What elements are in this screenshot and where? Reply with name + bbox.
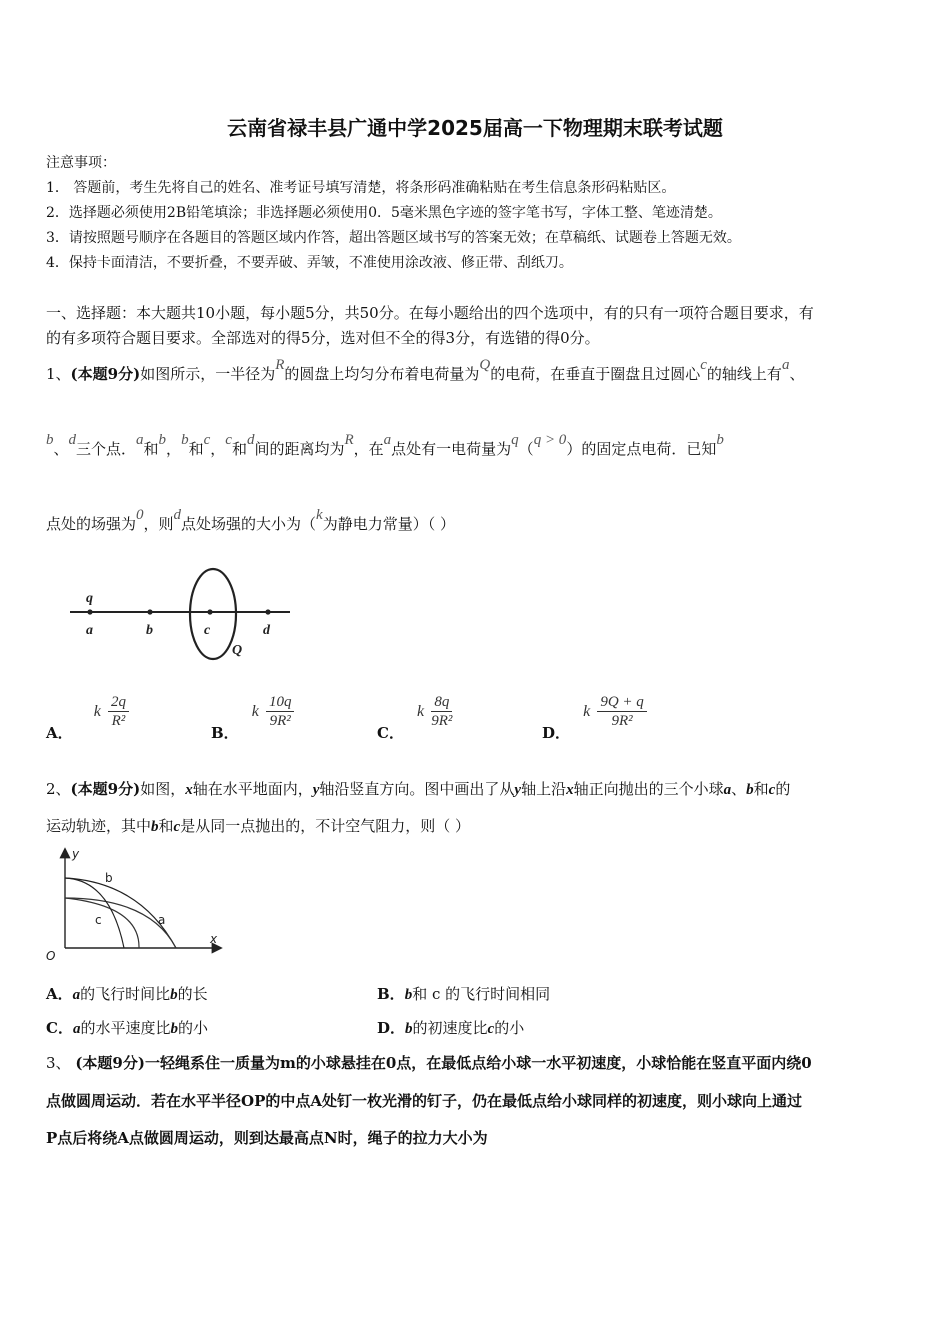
label-Q: Q bbox=[232, 643, 243, 658]
notice-item: 2．选择题必须使用2B铅笔填涂；非选择题必须使用0．5毫米黑色字迹的签字笔书写，字体工整、笔迹清楚。 bbox=[46, 205, 722, 221]
section-instruction: 一、选择题：本大题共10小题，每小题5分，共50分。在每小题给出的四个选项中，有的只有一项符合题目要求，有 bbox=[46, 304, 814, 322]
label-y: y bbox=[72, 847, 80, 861]
question-2-line-2: 运动轨迹，其中b和c是从同一点抛出的，不计空气阻力，则（ ） bbox=[46, 817, 470, 835]
page-title: 云南省禄丰县广通中学2025届高一下物理期末联考试题 bbox=[227, 116, 723, 140]
option-a[interactable]: A．a的飞行时间比b的长 bbox=[46, 985, 208, 1003]
label-x: x bbox=[210, 932, 218, 946]
label-a: a bbox=[86, 623, 93, 638]
notice-item: 1． 答题前，考生先将自己的姓名、准考证号填写清楚，将条形码准确粘贴在考生信息条形码粘贴区。 bbox=[46, 180, 676, 196]
label-d: d bbox=[263, 623, 270, 638]
question-3-line-3: P点后将绕A点做圆周运动，则到达最高点N时，绳子的拉力大小为 bbox=[46, 1129, 488, 1147]
question-1-line-3: 点处的场强为0，则d点处场强的大小为（k为静电力常量）（ ） bbox=[46, 507, 455, 533]
option-c[interactable]: C．a的水平速度比b的小 bbox=[46, 1019, 208, 1037]
label-c: c bbox=[204, 623, 211, 638]
point-d bbox=[265, 609, 270, 614]
question-3-line-2: 点做圆周运动．若在水平半径OP的中点A处钉一枚光滑的钉子，仍在最低点给小球同样的初速度，则小球向上通过 bbox=[46, 1092, 802, 1110]
point-c bbox=[207, 609, 212, 614]
trajectory-c-inner bbox=[65, 898, 139, 948]
label-b: b bbox=[146, 623, 153, 638]
point-a bbox=[87, 609, 92, 614]
label-q: q bbox=[86, 591, 93, 606]
section-instruction: 的有多项符合题目要求。全部选对的得5分，选对但不全的得3分，有选错的得0分。 bbox=[46, 329, 600, 347]
option-a[interactable]: A． k $\frac{2q}{\text{R²}}$ bbox=[46, 693, 129, 730]
label-a: a bbox=[158, 913, 166, 927]
question-1-line-1: 1、(本题9分)如图所示，一半径为R的圆盘上均匀分布着电荷量为Q的电荷，在垂直于圈盘且过圆心c的轴线上有a、 bbox=[46, 357, 805, 383]
question-3-line-1: 3、 (本题9分)一轻绳系住一质量为m的小球悬挂在0点，在最低点给小球一水平初速度，小球恰能在竖直平面内绕0 bbox=[46, 1054, 812, 1072]
option-b[interactable]: B．b和 c 的飞行时间相同 bbox=[377, 985, 551, 1003]
label-origin: O bbox=[46, 949, 56, 963]
option-d[interactable]: D． k $\frac{9Q + q}{\text{9R²}}$ bbox=[542, 693, 647, 730]
trajectory-figure bbox=[40, 842, 230, 967]
notice-item: 3．请按照题号顺序在各题目的答题区域内作答，超出答题区域书写的答案无效；在草稿纸、试题卷上答题无效。 bbox=[46, 230, 741, 246]
disk-charge-figure bbox=[64, 560, 299, 670]
notice-item: 4．保持卡面清洁，不要折叠，不要弄破、弄皱，不准使用涂改液、修正带、刮纸刀。 bbox=[46, 255, 573, 271]
question-1-line-2: b、d三个点．a和b，b和c，c和d间的距离均为R，在a点处有一电荷量为q（q > 0）的固定点电荷．已知b bbox=[46, 432, 724, 458]
charged-disk bbox=[190, 569, 236, 659]
point-b bbox=[147, 609, 152, 614]
label-b: b bbox=[105, 871, 113, 885]
option-c[interactable]: C． k $\frac{8q}{\text{9R²}}$ bbox=[377, 694, 453, 742]
label-c: c bbox=[95, 913, 102, 927]
option-d[interactable]: D．b的初速度比c的小 bbox=[377, 1019, 525, 1037]
question-2-line-1: 2、(本题9分)如图，x轴在水平地面内，y轴沿竖直方向。图中画出了从y轴上沿x轴正向抛出的三个小球a、b和c的 bbox=[46, 780, 791, 798]
option-b[interactable]: B． k $\frac{10q}{\text{9R²}}$ bbox=[211, 693, 294, 730]
notice-heading: 注意事项： bbox=[46, 155, 116, 171]
